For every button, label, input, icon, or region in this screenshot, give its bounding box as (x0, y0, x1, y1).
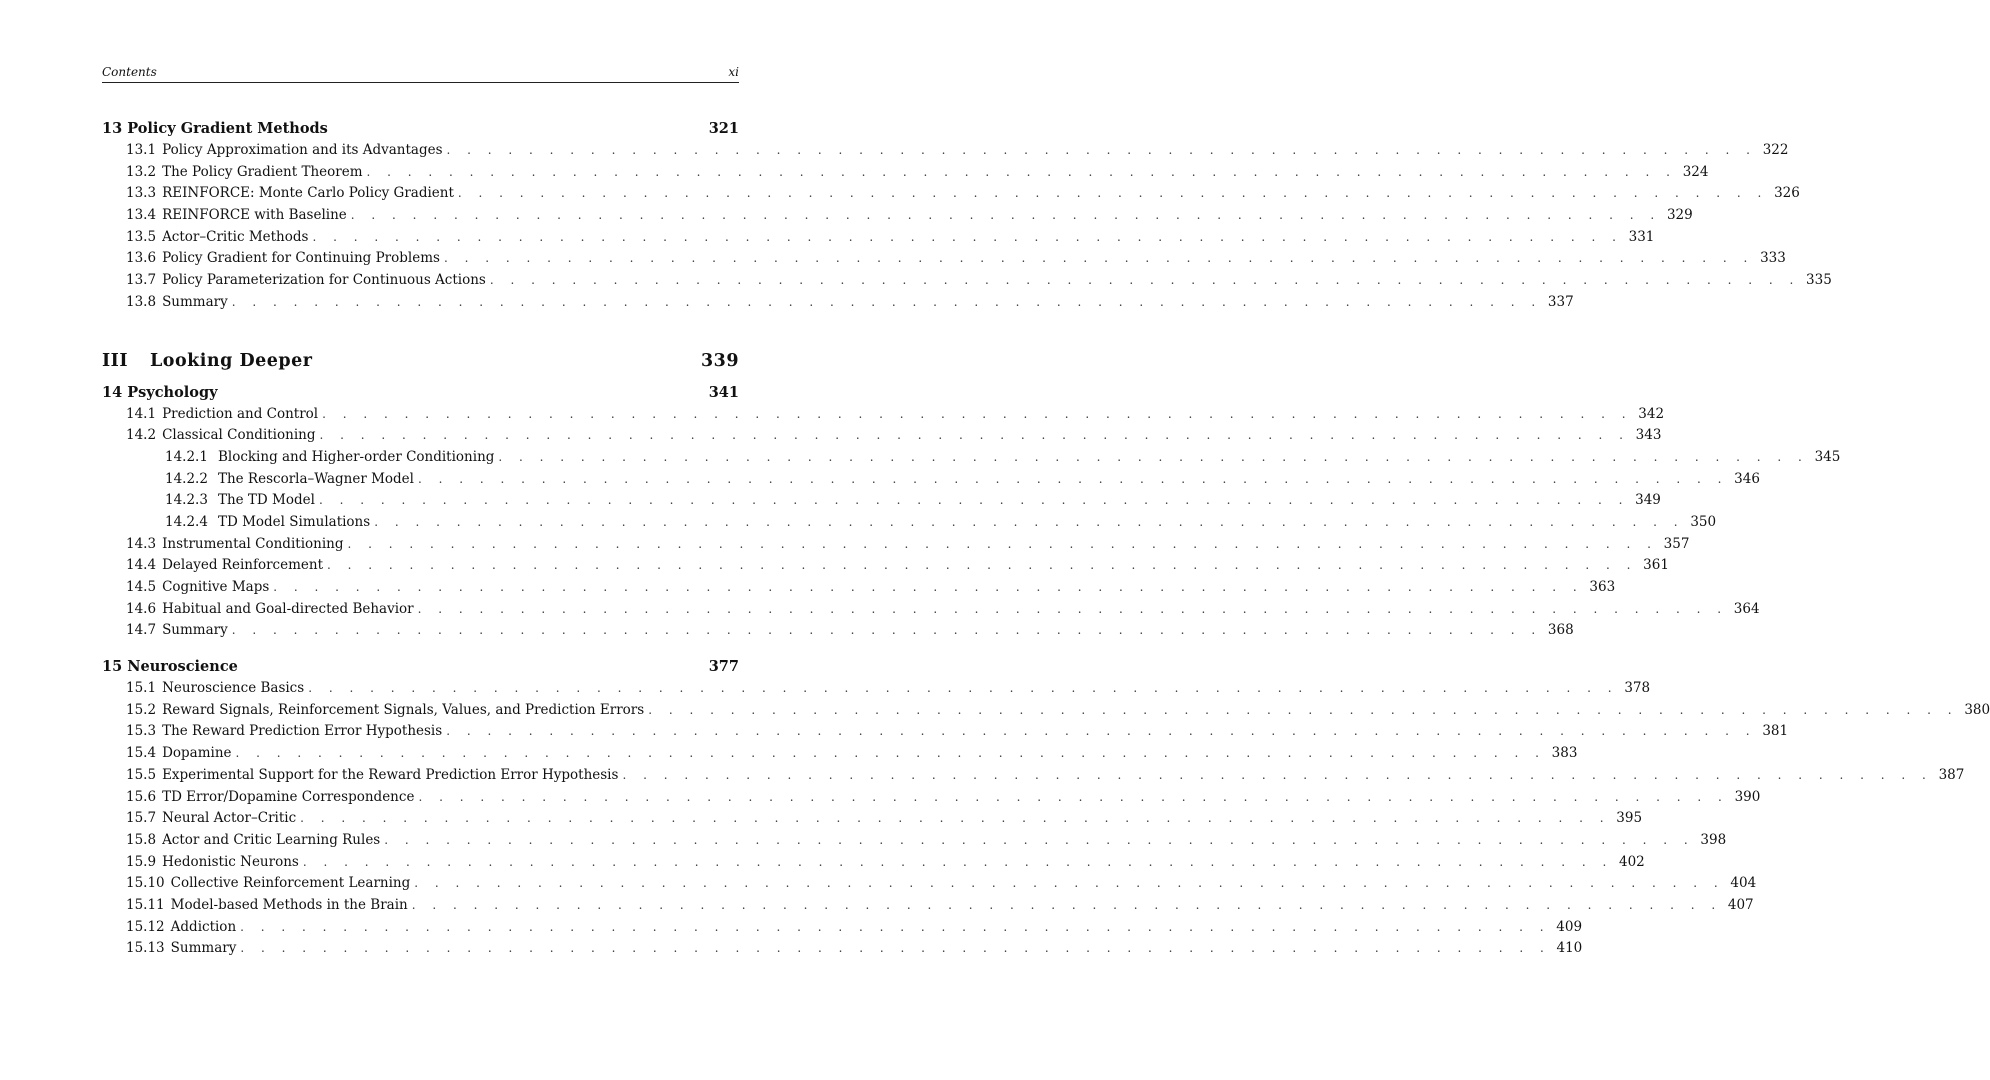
section-number: 15.8 (126, 831, 157, 848)
section-title: The Policy Gradient Theorem (162, 163, 363, 180)
toc-entry[interactable] (102, 678, 1651, 700)
section-page: 402 (1619, 853, 1645, 870)
section-page: 378 (1624, 680, 1651, 697)
dot-leader: . . . . . . . . . . . . . . . . . . . . . . . . . . . . . . . . . . . . . . . . . . . . . . . . . . . . . . . . . . . . . . . . (350, 208, 1661, 223)
section-page: 350 (1690, 513, 1717, 530)
section-page: 410 (1556, 940, 1583, 957)
dot-leader: . . . . . . . . . . . . . . . . . . . . . . . . . . . . . . . . . . . . . . . . . . . . . . . . . . . . . . . . . . . . . . . . (374, 514, 1685, 529)
chapter-13-entry[interactable] (102, 118, 739, 140)
toc-subentry[interactable] (102, 447, 1841, 469)
section-number: 15.1 (126, 680, 157, 697)
section-number: 15.12 (126, 918, 165, 935)
section-title: Neural Actor–Critic (162, 810, 297, 827)
section-number: 15.10 (126, 875, 165, 892)
dot-leader: . . . . . . . . . . . . . . . . . . . . . . . . . . . . . . . . . . . . . . . . . . . . . . . . . . . . . . . . . . . . . . . . (366, 164, 1677, 179)
dot-leader: . . . . . . . . . . . . . . . . . . . . . . . . . . . . . . . . . . . . . . . . . . . . . . . . . . . . . . . . . . . . . . . . (240, 941, 1551, 956)
part-title: Looking Deeper (150, 350, 313, 371)
section-number: 13.3 (126, 185, 157, 202)
section-page: 390 (1734, 788, 1761, 805)
section-title: Delayed Reinforcement (162, 557, 323, 574)
section-title: Summary (162, 293, 228, 310)
section-number: 15.11 (126, 896, 165, 913)
toc-entry[interactable] (102, 555, 1669, 577)
toc-entry[interactable] (102, 248, 1786, 270)
section-title: Policy Gradient for Continuing Problems (162, 250, 440, 267)
dot-leader: . . . . . . . . . . . . . . . . . . . . . . . . . . . . . . . . . . . . . . . . . . . . . . . . . . . . . . . . . . . . . . . . (443, 251, 1754, 266)
section-title: Blocking and Higher-order Conditioning (217, 448, 495, 465)
dot-leader: . . . . . . . . . . . . . . . . . . . . . . . . . . . . . . . . . . . . . . . . . . . . . . . . . . . . . . . . . . . . . . . . (414, 876, 1725, 891)
section-number: 14.2.2 (165, 470, 208, 487)
section-page: 381 (1762, 723, 1789, 740)
section-number: 14.3 (126, 535, 157, 552)
dot-leader: . . . . . . . . . . . . . . . . . . . . . . . . . . . . . . . . . . . . . . . . . . . . . . . . . . . . . . . . . . . . . . . . (231, 294, 1542, 309)
section-page: 322 (1762, 142, 1789, 158)
section-number: 15.6 (126, 788, 157, 805)
table-of-contents (102, 118, 1990, 960)
toc-entry[interactable] (102, 599, 1760, 621)
section-title: Classical Conditioning (162, 427, 316, 444)
dot-leader: . . . . . . . . . . . . . . . . . . . . . . . . . . . . . . . . . . . . . . . . . . . . . . . . . . . . . . . . . . . . . . . . (273, 580, 1584, 594)
section-number: 15.4 (126, 745, 157, 762)
section-title: Summary (162, 622, 228, 639)
section-number: 15.3 (126, 723, 157, 740)
part-number: III (102, 350, 129, 371)
toc-entry[interactable] (102, 938, 1583, 960)
section-title: Experimental Support for the Reward Prediction Error Hypothesis (162, 766, 619, 783)
section-number: 13.1 (126, 142, 157, 158)
toc-subentry[interactable] (102, 490, 1661, 512)
section-page: 331 (1628, 228, 1655, 245)
section-page: 407 (1727, 896, 1754, 913)
section-title: The TD Model (217, 492, 315, 509)
section-title: Policy Approximation and its Advantages (162, 142, 443, 158)
section-title: TD Model Simulations (217, 513, 371, 530)
toc-entry[interactable] (102, 183, 1800, 205)
section-number: 14.4 (126, 557, 157, 574)
section-title: Cognitive Maps (162, 579, 270, 595)
dot-leader: . . . . . . . . . . . . . . . . . . . . . . . . . . . . . . . . . . . . . . . . . . . . . . . . . . . . . . . . . . . . . . . . (322, 406, 1633, 421)
section-title: The Reward Prediction Error Hypothesis (162, 723, 443, 740)
dot-leader: . . . . . . . . . . . . . . . . . . . . . . . . . . . . . . . . . . . . . . . . . . . . . . . . . . . . . . . . . . . . . . . . (318, 493, 1629, 508)
dot-leader: . . . . . . . . . . . . . . . . . . . . . . . . . . . . . . . . . . . . . . . . . . . . . . . . . . . . . . . . . . . . . . . . (240, 919, 1551, 934)
section-title: Prediction and Control (162, 405, 319, 422)
section-number: 15.13 (126, 940, 165, 957)
toc-entry[interactable] (102, 721, 1789, 743)
section-title: REINFORCE with Baseline (162, 207, 347, 224)
section-title: REINFORCE: Monte Carlo Policy Gradient (162, 185, 454, 202)
dot-leader: . . . . . . . . . . . . . . . . . . . . . . . . . . . . . . . . . . . . . . . . . . . . . . . . . . . . . . . . . . . . . . . . (648, 702, 1959, 717)
toc-entry[interactable] (102, 743, 1578, 765)
dot-leader: . . . . . . . . . . . . . . . . . . . . . . . . . . . . . . . . . . . . . . . . . . . . . . . . . . . . . . . . . . . . . . . . (235, 746, 1546, 761)
chapter-gap (102, 642, 739, 656)
section-page: 380 (1964, 701, 1990, 718)
dot-leader: . . . . . . . . . . . . . . . . . . . . . . . . . . . . . . . . . . . . . . . . . . . . . . . . . . . . . . . . . . . . . . . . (418, 789, 1729, 804)
section-number: 15.5 (126, 766, 157, 783)
section-page: 368 (1547, 622, 1574, 639)
toc-entry[interactable] (102, 577, 1616, 599)
section-number: 14.6 (126, 600, 157, 617)
section-number: 14.7 (126, 622, 157, 639)
dot-leader: . . . . . . . . . . . . . . . . . . . . . . . . . . . . . . . . . . . . . . . . . . . . . . . . . . . . . . . . . . . . . . . . (457, 186, 1768, 201)
section-title: Collective Reinforcement Learning (170, 875, 411, 892)
section-title: Habitual and Goal-directed Behavior (162, 600, 414, 617)
section-page: 324 (1682, 163, 1709, 180)
section-page: 364 (1733, 600, 1760, 617)
dot-leader: . . . . . . . . . . . . . . . . . . . . . . . . . . . . . . . . . . . . . . . . . . . . . . . . . . . . . . . . . . . . . . . . (308, 681, 1619, 696)
dot-leader: . . . . . . . . . . . . . . . . . . . . . . . . . . . . . . . . . . . . . . . . . . . . . . . . . . . . . . . . . . . . . . . . (312, 229, 1623, 244)
chapter-page: 377 (708, 658, 739, 676)
section-title: TD Error/Dopamine Correspondence (162, 788, 415, 805)
section-number: 14.2.3 (165, 492, 208, 509)
section-title: Model-based Methods in the Brain (170, 896, 408, 913)
dot-leader: . . . . . . . . . . . . . . . . . . . . . . . . . . . . . . . . . . . . . . . . . . . . . . . . . . . . . . . . . . . . . . . . (417, 601, 1728, 616)
section-page: 395 (1616, 810, 1643, 827)
header-page-number: xi (728, 65, 739, 79)
toc-entry[interactable] (102, 787, 1761, 809)
section-page: 349 (1635, 492, 1661, 509)
toc-entry[interactable] (102, 205, 1693, 227)
dot-leader: . . . . . . . . . . . . . . . . . . . . . . . . . . . . . . . . . . . . . . . . . . . . . . . . . . . . . . . . . . . . . . . . (231, 623, 1542, 638)
section-number: 13.5 (126, 228, 157, 245)
dot-leader: . . . . . . . . . . . . . . . . . . . . . . . . . . . . . . . . . . . . . . . . . . . . . . . . . . . . . . . . . . . . . . . . (411, 897, 1722, 912)
section-page: 398 (1700, 831, 1727, 848)
section-page: 343 (1635, 427, 1662, 444)
section-page: 333 (1760, 250, 1786, 267)
section-number: 13.7 (126, 272, 157, 289)
dot-leader: . . . . . . . . . . . . . . . . . . . . . . . . . . . . . . . . . . . . . . . . . . . . . . . . . . . . . . . . . . . . . . . . (446, 724, 1757, 739)
toc-entry[interactable] (102, 534, 1690, 556)
section-number: 14.2 (126, 427, 157, 444)
section-page: 337 (1547, 293, 1574, 310)
chapter-14-entry[interactable] (102, 382, 739, 404)
toc-entry[interactable] (102, 917, 1583, 939)
section-title: Summary (170, 940, 237, 957)
part-page: 339 (700, 350, 739, 371)
section-number: 15.7 (126, 810, 157, 827)
chapter-title: 13 Policy Gradient Methods (102, 120, 328, 137)
chapter-page: 341 (708, 383, 739, 401)
section-page: 345 (1814, 448, 1841, 465)
chapter-15-entry[interactable] (102, 656, 739, 678)
section-title: The Rescorla–Wagner Model (217, 470, 414, 487)
section-number: 15.9 (126, 853, 157, 870)
section-number: 13.8 (126, 293, 157, 310)
section-number: 13.4 (126, 207, 157, 224)
section-title: Addiction (170, 918, 237, 935)
section-page: 329 (1666, 207, 1693, 224)
section-title: Hedonistic Neurons (162, 853, 299, 870)
dot-leader: . . . . . . . . . . . . . . . . . . . . . . . . . . . . . . . . . . . . . . . . . . . . . . . . . . . . . . . . . . . . . . . . (384, 832, 1695, 847)
section-page: 346 (1734, 470, 1760, 487)
section-number: 14.5 (126, 579, 157, 595)
toc-entry[interactable] (102, 873, 1757, 895)
section-title: Policy Parameterization for Continuous Actions (162, 272, 486, 289)
toc-entry[interactable] (102, 830, 1727, 852)
section-page: 326 (1774, 185, 1800, 202)
section-page: 361 (1643, 557, 1669, 574)
section-page: 387 (1938, 766, 1965, 783)
toc-entry[interactable] (102, 270, 1832, 292)
section-title: Actor and Critic Learning Rules (162, 831, 381, 848)
section-number: 13.6 (126, 250, 157, 267)
toc-entry[interactable] (102, 162, 1709, 184)
section-title: Reward Signals, Reinforcement Signals, Values, and Prediction Errors (162, 701, 645, 718)
toc-entry[interactable] (102, 895, 1754, 917)
toc-subentry[interactable] (102, 469, 1760, 491)
toc-entry[interactable] (102, 765, 1965, 787)
section-page: 383 (1551, 745, 1578, 762)
running-header (102, 64, 739, 83)
chapter-page: 321 (708, 120, 739, 137)
section-page: 335 (1806, 272, 1832, 289)
section-title: Dopamine (162, 745, 232, 762)
section-number: 14.1 (126, 405, 157, 422)
toc-entry[interactable] (102, 808, 1643, 830)
section-number: 14.2.4 (165, 513, 208, 530)
dot-leader: . . . . . . . . . . . . . . . . . . . . . . . . . . . . . . . . . . . . . . . . . . . . . . . . . . . . . . . . . . . . . . . . (498, 449, 1809, 464)
dot-leader: . . . . . . . . . . . . . . . . . . . . . . . . . . . . . . . . . . . . . . . . . . . . . . . . . . . . . . . . . . . . . . . . (418, 471, 1728, 486)
dot-leader: . . . . . . . . . . . . . . . . . . . . . . . . . . . . . . . . . . . . . . . . . . . . . . . . . . . . . . . . . . . . . . . . (300, 811, 1611, 826)
chapter-title: 15 Neuroscience (102, 658, 238, 676)
toc-entry[interactable] (102, 425, 1662, 447)
toc-entry[interactable] (102, 140, 1789, 162)
section-page: 404 (1730, 875, 1757, 892)
dot-leader: . . . . . . . . . . . . . . . . . . . . . . . . . . . . . . . . . . . . . . . . . . . . . . . . . . . . . . . . . . . . . . . . (489, 273, 1800, 288)
section-title: Neuroscience Basics (162, 680, 305, 697)
section-title: Actor–Critic Methods (162, 228, 309, 245)
toc-entry[interactable] (102, 620, 1574, 642)
dot-leader: . . . . . . . . . . . . . . . . . . . . . . . . . . . . . . . . . . . . . . . . . . . . . . . . . . . . . . . . . . . . . . . . (347, 536, 1658, 551)
section-page: 357 (1663, 535, 1690, 552)
toc-entry[interactable] (102, 700, 1990, 722)
section-number: 13.2 (126, 163, 157, 180)
section-number: 15.2 (126, 701, 157, 718)
toc-entry[interactable] (102, 852, 1645, 874)
dot-leader: . . . . . . . . . . . . . . . . . . . . . . . . . . . . . . . . . . . . . . . . . . . . . . . . . . . . . . . . . . . . . . . . (622, 767, 1933, 782)
chapter-title: 14 Psychology (102, 383, 218, 401)
section-title: Instrumental Conditioning (162, 535, 344, 552)
part-3-entry[interactable] (102, 346, 739, 376)
header-left: Contents (102, 65, 157, 79)
section-page: 342 (1638, 405, 1665, 422)
section-number: 14.2.1 (165, 448, 208, 465)
dot-leader: . . . . . . . . . . . . . . . . . . . . . . . . . . . . . . . . . . . . . . . . . . . . . . . . . . . . . . . . . . . . . . . . (327, 558, 1637, 573)
section-page: 409 (1556, 918, 1583, 935)
toc-entry[interactable] (102, 227, 1655, 249)
toc-subentry[interactable] (102, 512, 1717, 534)
dot-leader: . . . . . . . . . . . . . . . . . . . . . . . . . . . . . . . . . . . . . . . . . . . . . . . . . . . . . . . . . . . . . . . . (302, 854, 1613, 869)
section-page: 363 (1589, 579, 1616, 595)
dot-leader: . . . . . . . . . . . . . . . . . . . . . . . . . . . . . . . . . . . . . . . . . . . . . . . . . . . . . . . . . . . . . . . . (319, 428, 1630, 443)
toc-entry[interactable] (102, 404, 1665, 426)
toc-entry[interactable] (102, 292, 1574, 314)
dot-leader: . . . . . . . . . . . . . . . . . . . . . . . . . . . . . . . . . . . . . . . . . . . . . . . . . . . . . . . . . . . . . . . . (446, 143, 1757, 157)
